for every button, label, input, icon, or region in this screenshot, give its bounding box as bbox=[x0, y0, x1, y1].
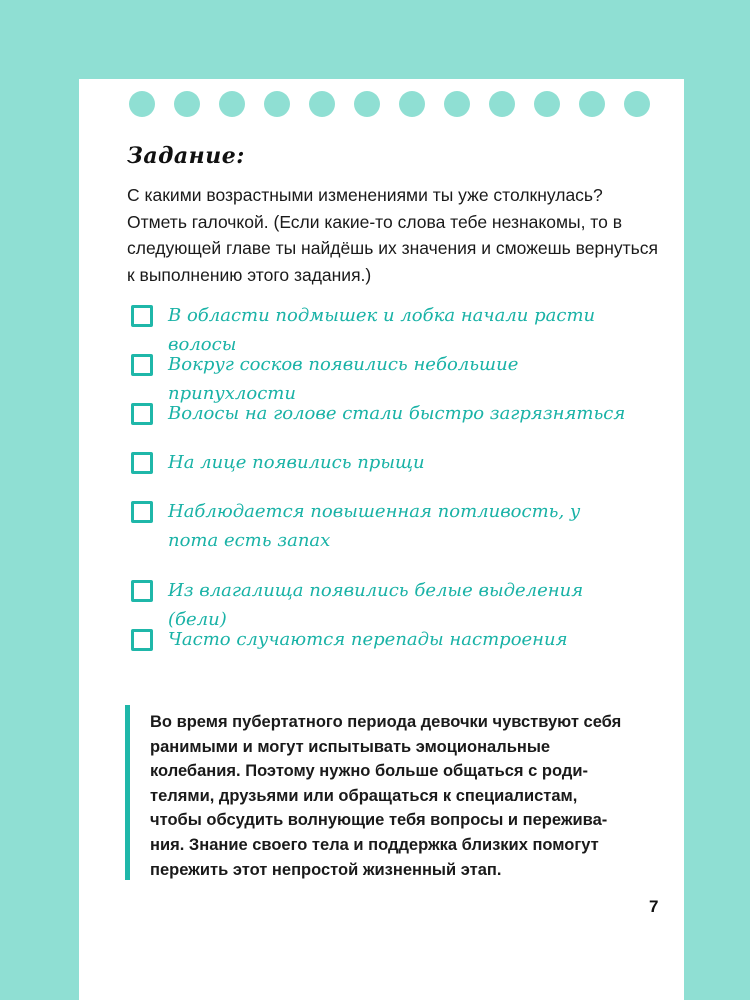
checklist-item-label: Волосы на голове стали быстро загрязняться bbox=[168, 403, 626, 424]
binder-hole bbox=[264, 91, 290, 117]
checklist-item[interactable] bbox=[131, 625, 671, 654]
note-text: Во время пубертатного периода девочки чувствуют себя ранимыми и могут испытывать эмоциональные колебания. Поэтому нужно больше общаться с роди-телями, друзьями или обращаться к специалистам, чтобы обсудить волнующие тебя вопросы и пережива-ния. Знание своего тела и поддержка близких помогут пережить этот непростой жизненный этап. bbox=[150, 713, 622, 879]
checklist-item-label: Часто случаются перепады настроения bbox=[168, 629, 568, 650]
checkbox[interactable] bbox=[131, 501, 153, 523]
note-accent-bar bbox=[125, 705, 130, 880]
binder-hole bbox=[354, 91, 380, 117]
binder-hole bbox=[129, 91, 155, 117]
binder-hole bbox=[219, 91, 245, 117]
binder-hole bbox=[309, 91, 335, 117]
checklist-item-label: На лице появились прыщи bbox=[168, 452, 425, 473]
binder-holes bbox=[79, 79, 684, 119]
checklist-item[interactable] bbox=[131, 497, 671, 555]
checkbox[interactable] bbox=[131, 580, 153, 602]
binder-hole bbox=[489, 91, 515, 117]
page-number: 7 bbox=[649, 897, 659, 916]
checkbox[interactable] bbox=[131, 452, 153, 474]
checklist-item-label: Из влагалища появились белые выделения (бели) bbox=[168, 580, 584, 630]
notebook-page bbox=[79, 79, 684, 1000]
task-instructions: С какими возрастными изменениями ты уже столкнулась? Отметь галочкой. (Если какие-то слова тебе незнакомы, то в следующей главе ты найдёшь их значения и сможешь вернуться к выполнению этого задания.) bbox=[127, 185, 658, 285]
checklist-item-label: Вокруг сосков появились небольшие припухлости bbox=[168, 354, 519, 404]
checkbox[interactable] bbox=[131, 403, 153, 425]
binder-hole bbox=[399, 91, 425, 117]
binder-hole bbox=[174, 91, 200, 117]
task-title: Задание: bbox=[127, 143, 245, 169]
binder-hole bbox=[444, 91, 470, 117]
binder-hole bbox=[534, 91, 560, 117]
binder-hole bbox=[579, 91, 605, 117]
checklist-item-label: Наблюдается повышенная потливость, у пота есть запах bbox=[168, 501, 581, 551]
checklist-item[interactable] bbox=[131, 448, 671, 477]
checkbox[interactable] bbox=[131, 354, 153, 376]
checklist-item-label: В области подмышек и лобка начали расти волосы bbox=[168, 305, 596, 355]
checkbox[interactable] bbox=[131, 629, 153, 651]
checkbox[interactable] bbox=[131, 305, 153, 327]
binder-hole bbox=[624, 91, 650, 117]
checklist-item[interactable] bbox=[131, 399, 671, 428]
